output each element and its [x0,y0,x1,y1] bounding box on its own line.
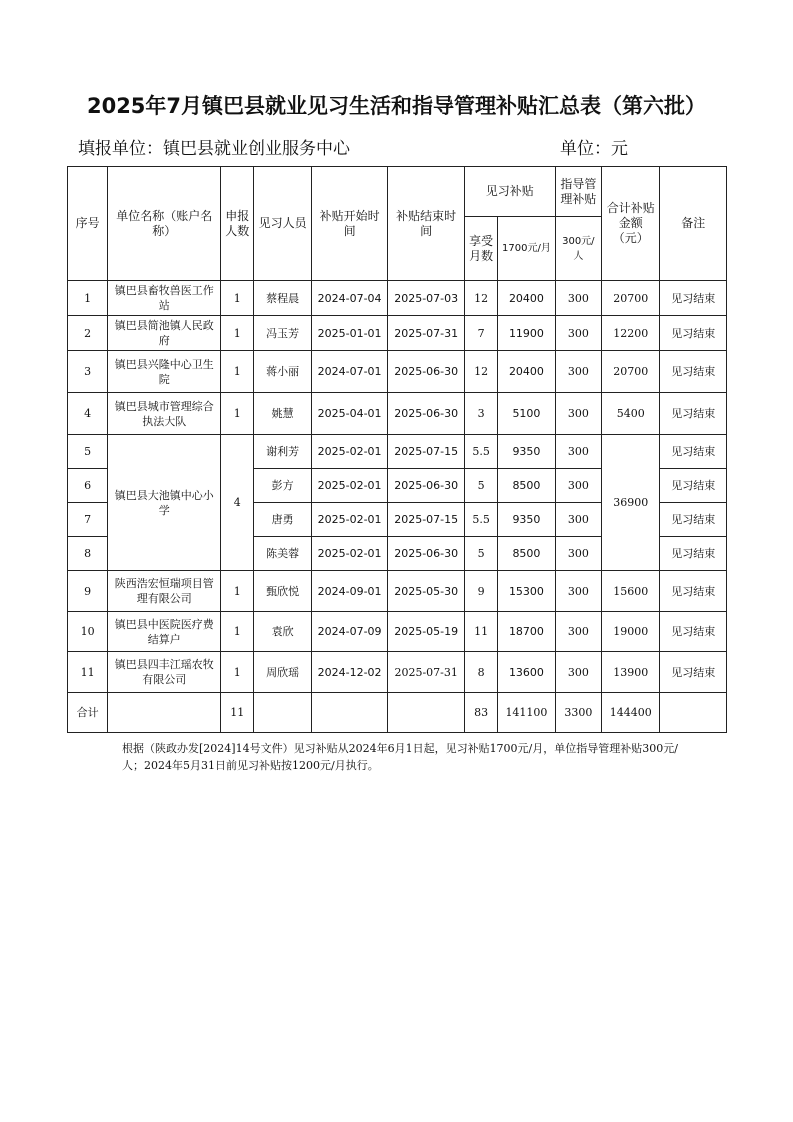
cell-start: 2024-07-04 [311,281,388,316]
cell-months: 12 [464,351,497,393]
cell-count: 4 [221,435,254,571]
cell-end: 2025-07-31 [388,316,465,351]
currency-unit: 单位：元 [560,139,628,159]
header-mgmt-rate: 300元/人 [555,217,601,281]
cell-trainee: 甄欣悦 [254,571,311,612]
header-total: 合计补贴金额（元） [602,167,660,281]
cell-amount: 20400 [498,351,555,393]
header-mgmt-subsidy: 指导管理补贴 [555,167,601,217]
totals-months: 83 [464,693,497,733]
cell-trainee: 陈美蓉 [254,537,311,571]
cell-months: 5.5 [464,435,497,469]
table-row [68,571,727,612]
cell-end: 2025-07-31 [388,652,465,693]
header-trainee: 见习人员 [254,167,311,281]
cell-amount: 5100 [498,393,555,435]
totals-total: 144400 [602,693,660,733]
cell-remark: 见习结束 [660,351,727,393]
cell-mgmt: 300 [555,652,601,693]
cell-start: 2025-02-01 [311,435,388,469]
cell-trainee: 周欣瑶 [254,652,311,693]
cell-months: 5 [464,537,497,571]
cell-months: 9 [464,571,497,612]
cell-start: 2024-07-09 [311,612,388,652]
table-row [68,316,727,351]
cell-mgmt: 300 [555,281,601,316]
cell-end: 2025-06-30 [388,469,465,503]
table-row [68,612,727,652]
cell-start: 2025-02-01 [311,469,388,503]
cell-start: 2024-12-02 [311,652,388,693]
cell-remark: 见习结束 [660,435,727,469]
cell-total: 5400 [602,393,660,435]
cell-seq: 2 [68,316,108,351]
cell-trainee: 唐勇 [254,503,311,537]
cell-remark: 见习结束 [660,652,727,693]
cell-seq: 7 [68,503,108,537]
cell-org: 镇巴县简池镇人民政府 [108,316,221,351]
cell-org: 镇巴县畜牧兽医工作站 [108,281,221,316]
cell-trainee: 姚慧 [254,393,311,435]
header-trainee-subsidy: 见习补贴 [464,167,555,217]
cell-mgmt: 300 [555,393,601,435]
cell-amount: 8500 [498,537,555,571]
cell-remark: 见习结束 [660,281,727,316]
cell-count: 1 [221,316,254,351]
totals-mgmt: 3300 [555,693,601,733]
cell-mgmt: 300 [555,612,601,652]
cell-mgmt: 300 [555,571,601,612]
cell-org: 镇巴县四丰江瑶农牧有限公司 [108,652,221,693]
cell-total: 13900 [602,652,660,693]
cell-amount: 9350 [498,503,555,537]
cell-mgmt: 300 [555,435,601,469]
cell-end: 2025-05-19 [388,612,465,652]
cell-amount: 15300 [498,571,555,612]
cell-trainee: 谢利芳 [254,435,311,469]
subsidy-table [67,166,727,733]
cell-mgmt: 300 [555,537,601,571]
cell-start: 2025-02-01 [311,503,388,537]
cell-total: 15600 [602,571,660,612]
cell-start: 2024-09-01 [311,571,388,612]
cell-count: 1 [221,612,254,652]
cell-count: 1 [221,652,254,693]
cell-total: 12200 [602,316,660,351]
table-row [68,393,727,435]
cell-total: 36900 [602,435,660,571]
cell-org: 镇巴县兴隆中心卫生院 [108,351,221,393]
header-months: 享受月数 [464,217,497,281]
cell-amount: 18700 [498,612,555,652]
cell-months: 3 [464,393,497,435]
cell-remark: 见习结束 [660,571,727,612]
header-rate: 1700元/月 [498,217,555,281]
cell-seq: 3 [68,351,108,393]
cell-trainee: 蔡程晨 [254,281,311,316]
cell-total: 20700 [602,351,660,393]
cell-seq: 8 [68,537,108,571]
cell-end: 2025-07-15 [388,435,465,469]
cell-org: 镇巴县城市管理综合执法大队 [108,393,221,435]
cell-months: 11 [464,612,497,652]
header-count: 申报人数 [221,167,254,281]
cell-trainee: 冯玉芳 [254,316,311,351]
cell-end: 2025-06-30 [388,351,465,393]
cell-seq: 4 [68,393,108,435]
cell-amount: 13600 [498,652,555,693]
cell-remark: 见习结束 [660,503,727,537]
cell-count: 1 [221,351,254,393]
cell-remark: 见习结束 [660,612,727,652]
cell-end: 2025-06-30 [388,537,465,571]
cell-months: 8 [464,652,497,693]
totals-label: 合计 [68,693,108,733]
cell-remark: 见习结束 [660,537,727,571]
totals-count: 11 [221,693,254,733]
cell-seq: 9 [68,571,108,612]
totals-remark [660,693,727,733]
cell-end: 2025-05-30 [388,571,465,612]
totals-start [311,693,388,733]
cell-amount: 9350 [498,435,555,469]
cell-org: 镇巴县大池镇中心小学 [108,435,221,571]
cell-amount: 20400 [498,281,555,316]
cell-amount: 11900 [498,316,555,351]
cell-seq: 11 [68,652,108,693]
cell-count: 1 [221,281,254,316]
totals-amount: 141100 [498,693,555,733]
header-seq: 序号 [68,167,108,281]
cell-mgmt: 300 [555,316,601,351]
cell-mgmt: 300 [555,469,601,503]
table-row [68,281,727,316]
cell-start: 2024-07-01 [311,351,388,393]
cell-start: 2025-04-01 [311,393,388,435]
cell-remark: 见习结束 [660,316,727,351]
cell-remark: 见习结束 [660,393,727,435]
cell-start: 2025-02-01 [311,537,388,571]
totals-org [108,693,221,733]
cell-count: 1 [221,393,254,435]
cell-end: 2025-06-30 [388,393,465,435]
totals-trainee [254,693,311,733]
header-org-name: 单位名称（账户名称） [108,167,221,281]
table-row [68,435,727,469]
header-remark: 备注 [660,167,727,281]
cell-count: 1 [221,571,254,612]
cell-months: 7 [464,316,497,351]
table-row [68,652,727,693]
fill-unit: 填报单位：镇巴县就业创业服务中心 [78,139,350,159]
totals-row [68,693,727,733]
table-row [68,351,727,393]
cell-total: 20700 [602,281,660,316]
cell-org: 陕西浩宏恒瑞项目管理有限公司 [108,571,221,612]
page-title: 2025年7月镇巴县就业见习生活和指导管理补贴汇总表（第六批） [86,94,707,118]
cell-mgmt: 300 [555,351,601,393]
cell-total: 19000 [602,612,660,652]
cell-months: 5.5 [464,503,497,537]
cell-seq: 6 [68,469,108,503]
footnote: 根据（陕政办发[2024]14号文件）见习补贴从2024年6月1日起，见习补贴1700元/月，单位指导管理补贴300元/人；2024年5月31日前见习补贴按1200元/月执行。 [122,742,678,772]
header-end: 补贴结束时间 [388,167,465,281]
cell-trainee: 袁欣 [254,612,311,652]
cell-amount: 8500 [498,469,555,503]
cell-org: 镇巴县中医院医疗费结算户 [108,612,221,652]
cell-months: 5 [464,469,497,503]
cell-start: 2025-01-01 [311,316,388,351]
cell-trainee: 蒋小丽 [254,351,311,393]
cell-end: 2025-07-15 [388,503,465,537]
cell-seq: 1 [68,281,108,316]
cell-seq: 10 [68,612,108,652]
cell-end: 2025-07-03 [388,281,465,316]
cell-remark: 见习结束 [660,469,727,503]
totals-end [388,693,465,733]
cell-mgmt: 300 [555,503,601,537]
cell-trainee: 彭方 [254,469,311,503]
header-start: 补贴开始时间 [311,167,388,281]
cell-months: 12 [464,281,497,316]
cell-seq: 5 [68,435,108,469]
